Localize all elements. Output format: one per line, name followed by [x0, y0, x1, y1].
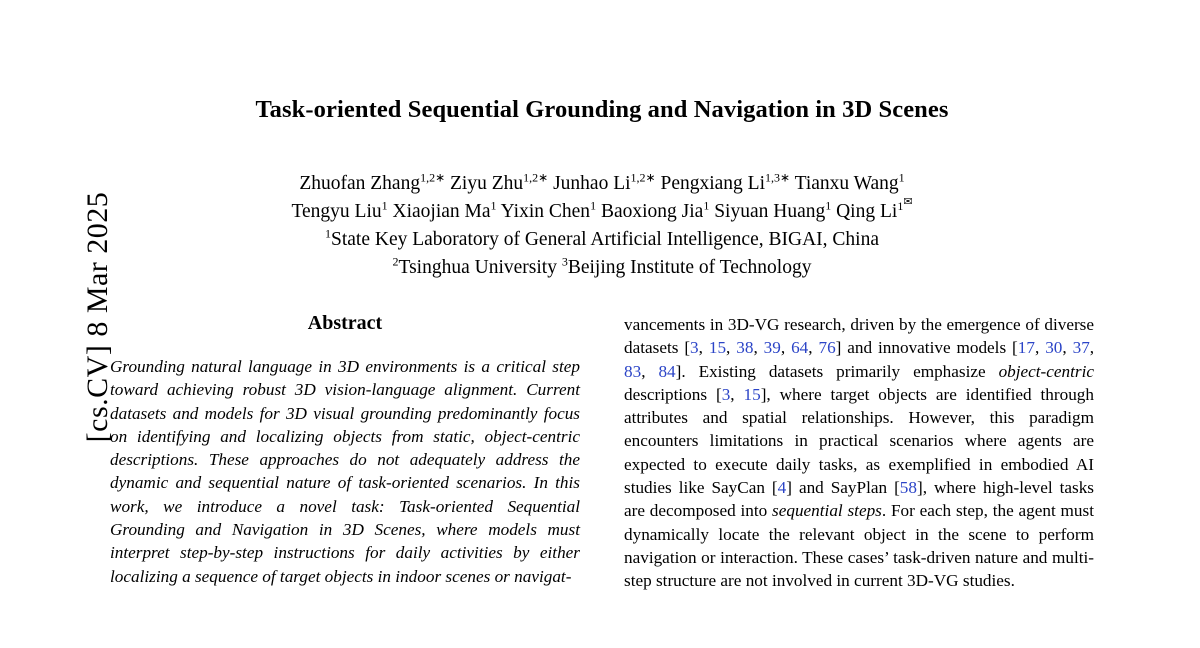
citation-link[interactable]: 3	[690, 338, 699, 358]
right-column	[624, 312, 1094, 593]
abstract-text: Grounding natural language in 3D environments is a critical step toward achieving robust 3D vision-language alignment. Current datasets and models for 3D visual grounding predominantly focus on identifying and localizing objects from static, object-centric descriptions. These approaches do not adequately address the dynamic and sequential nature of task-oriented scenarios. In this work, we introduce a novel task: Task-oriented Sequential Grounding and Navigation in 3D Scenes, where models must interpret step-by-step instructions for daily activities by either localizing a sequence of target objects in indoor scenes or navigat-	[110, 357, 580, 586]
citation-link[interactable]: 30	[1045, 338, 1063, 358]
abstract-heading: Abstract	[307, 312, 383, 334]
citation-link[interactable]: 17	[1017, 338, 1035, 358]
author-name: Tianxu Wang$^1$	[794, 170, 905, 194]
arxiv-stamp: [cs.CV] 8 Mar 2025	[81, 191, 114, 443]
citation-link[interactable]: 4	[777, 478, 787, 498]
citation-link[interactable]: 37	[1072, 338, 1090, 358]
citation-link[interactable]: 83	[624, 361, 642, 381]
left-column	[110, 312, 580, 593]
citation-link[interactable]: 64	[791, 338, 809, 358]
citation-link[interactable]: 58	[899, 478, 917, 498]
author-name: Baoxiong Jia$^1$	[600, 198, 710, 222]
author-name: Yixin Chen$^1$	[500, 198, 597, 222]
author-line-2	[110, 195, 1094, 226]
envelope-icon: ✉	[903, 195, 913, 208]
author-name: Zhuofan Zhang$^{1,2∗}$	[299, 170, 446, 194]
author-name: Tengyu Liu$^1$	[291, 198, 388, 222]
intro-text: vancements in 3D-VG research, driven by the emergence of diverse datasets [3, 15, 38, 39, 64, 76] and innovative models [17, 30, 37, 83, 84]. Existing datasets primarily emphasize object-centric descriptions [3, 15], where target objects are identified through attributes and spatial relationships. However, this paradigm encounters limitations in practical scenarios where agents are expected to execute daily tasks, as exemplified in embodied AI studies like SayCan [4] and SayPlan [58], where high-level tasks are decomposed into sequential steps. For each step, the agent must dynamically locate the relevant object in the scene to perform navigation or interaction. These cases’ task-driven nature and multi-step structure are not involved in current 3D-VG studies.	[624, 315, 1095, 591]
two-column-body	[110, 312, 1094, 593]
citation-link[interactable]: 15	[743, 384, 761, 404]
author-name: Qing $Li^{1✉}$	[836, 195, 913, 222]
citation-link[interactable]: 39	[763, 338, 781, 358]
author-name: Pengxiang $Li^{1,3∗}$	[660, 170, 791, 194]
citation-link[interactable]: 38	[736, 338, 754, 358]
affiliation-2: $^2$Tsinghua University $^3$Beijing Institute of Technology	[392, 254, 812, 278]
citation-link[interactable]: 76	[818, 338, 836, 358]
citation-link[interactable]: 15	[708, 338, 727, 358]
author-list	[110, 170, 1094, 226]
author-line-1	[110, 170, 1094, 198]
affiliation-1: $^1$State Key Laboratory of General Artificial Intelligence, BIGAI, China	[325, 226, 879, 250]
author-name: Junhao $Li^{1,2∗}$	[553, 170, 656, 194]
page-title: Task-oriented Sequential Grounding and Navigation in 3D Scenes	[255, 96, 949, 123]
author-name: Ziyu Zhu$^{1,2∗}$	[450, 170, 549, 194]
author-name: Siyuan Huang$^1$	[714, 198, 832, 222]
paper-content	[110, 0, 1094, 648]
citation-link[interactable]: 84	[658, 361, 676, 381]
affiliation-list	[110, 226, 1094, 282]
citation-link[interactable]: 3	[721, 384, 731, 404]
author-name: Xiaojian Ma$^1$	[392, 198, 497, 222]
